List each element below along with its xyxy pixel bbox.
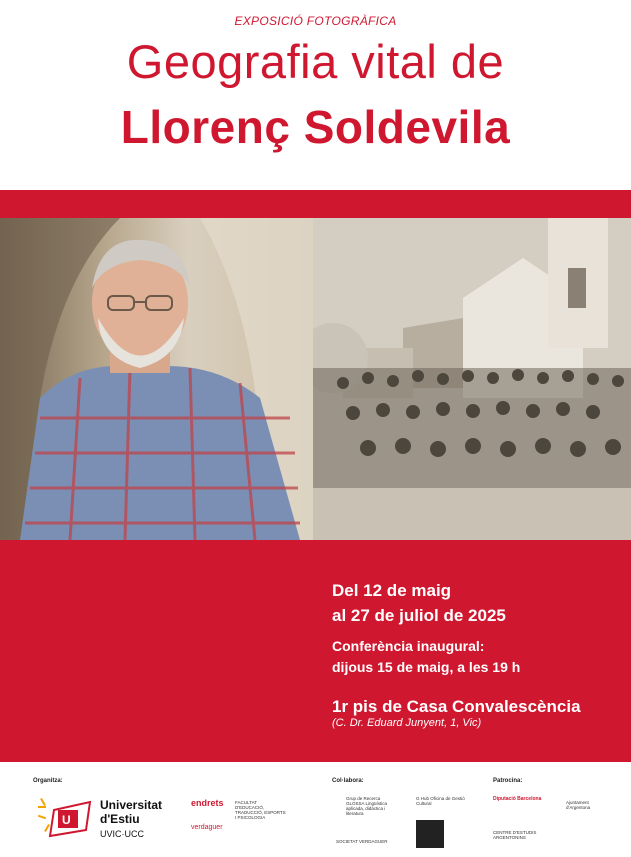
collaborator-box-logo-icon bbox=[416, 820, 444, 848]
ajuntament-logo: Ajuntament d'Argentona bbox=[566, 800, 591, 810]
portrait-illustration bbox=[0, 218, 313, 540]
ghub-logo: G Hub Oficina de Gestió Cultural bbox=[416, 796, 465, 806]
universitat-estiu-logo-icon bbox=[36, 796, 96, 840]
info-panel bbox=[0, 540, 631, 762]
group-illustration bbox=[313, 218, 631, 540]
endrets-logo: endrets bbox=[191, 798, 224, 808]
venue-address: (C. Dr. Eduard Junyent, 1, Vic) bbox=[332, 717, 482, 729]
conference-line-2: dijous 15 de maig, a les 19 h bbox=[332, 659, 521, 675]
patrocina-label: Patrocina: bbox=[493, 778, 523, 784]
exhibition-dates bbox=[332, 578, 506, 628]
uvic-ucc-label: UVIC·UCC bbox=[100, 829, 144, 839]
societat-verdaguer-logo: SOCIETAT VERDAGUER bbox=[336, 839, 388, 844]
red-band bbox=[0, 190, 631, 218]
dates-line-1: Del 12 de maig bbox=[332, 581, 452, 600]
title-line-1: Geografia vital de bbox=[126, 35, 505, 88]
exhibition-kicker: EXPOSICIÓ FOTOGRÀFICA bbox=[234, 14, 397, 28]
organitza-label: Organitza: bbox=[33, 778, 63, 784]
uni-name-line-2: d'Estiu bbox=[100, 812, 140, 826]
uni-name-line-1: Universitat bbox=[100, 798, 163, 812]
centre-estudis-logo: CENTRE D'ESTUDIS ARGENTONINS bbox=[493, 830, 537, 840]
title-line-2: Llorenç Soldevila bbox=[120, 101, 511, 153]
facultat-logo: FACULTAT D'EDUCACIÓ, TRADUCCIÓ, ESPORTS I PSICOLOGIA bbox=[235, 800, 286, 820]
portrait-photo bbox=[0, 218, 313, 540]
universitat-name bbox=[100, 798, 162, 826]
collabora-label: Col·labora: bbox=[332, 778, 364, 784]
svg-text:U: U bbox=[62, 813, 71, 827]
venue: 1r pis de Casa Convalescència bbox=[332, 697, 581, 716]
dates-line-2: al 27 de juliol de 2025 bbox=[332, 606, 506, 625]
conference-line-1: Conferència inaugural: bbox=[332, 638, 485, 654]
group-photo bbox=[313, 218, 631, 540]
diputacio-logo: Diputació Barcelona bbox=[493, 796, 542, 802]
inaugural-conference bbox=[332, 636, 520, 678]
verdaguer-logo: verdaguer bbox=[191, 824, 223, 831]
glossa-logo: Grup de Recerca GLOSSA Lingüística aplicada, didàctica i literatura bbox=[346, 796, 388, 816]
sponsors-footer bbox=[0, 762, 631, 857]
